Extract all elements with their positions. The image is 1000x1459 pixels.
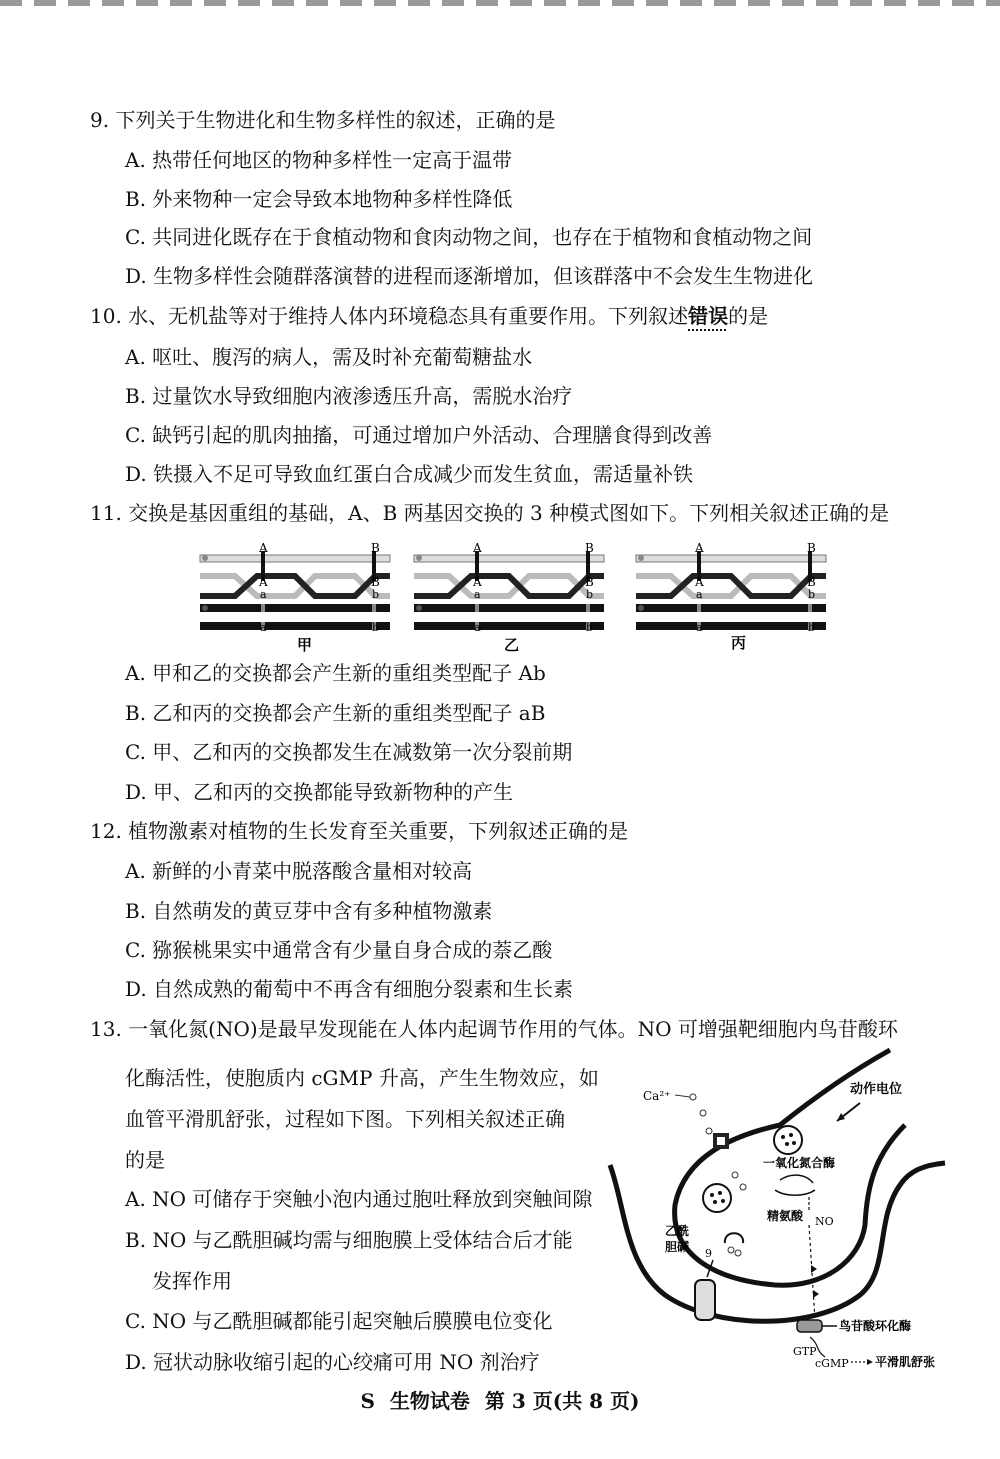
q13-stem-line3: 血管平滑肌舒张，过程如下图。下列相关叙述正确 xyxy=(125,1107,565,1131)
footer-title: 生物试卷 xyxy=(389,1389,470,1413)
q9-stem: 9. 下列关于生物进化和生物多样性的叙述，正确的是 xyxy=(90,108,556,132)
acetylcholine-receptor xyxy=(695,1280,715,1320)
page-footer xyxy=(0,1385,1000,1414)
label-a-upper: A xyxy=(695,541,704,555)
label-gtp: GTP xyxy=(793,1345,817,1358)
q10-option-b: B. 过量饮水导致细胞内液渗透压升高，需脱水治疗 xyxy=(125,384,573,408)
label-b-lower: b xyxy=(808,588,816,601)
label-b-upper: B xyxy=(807,541,816,555)
arrow-icon xyxy=(867,1359,873,1365)
q11-option-b: B. 乙和丙的交换都会产生新的重组类型配子 aB xyxy=(125,701,546,725)
label-action-potential: 动作电位 xyxy=(850,1082,903,1097)
q10-stem-pre: 10. 水、无机盐等对于维持人体内环境稳态具有重要作用。下列叙述 xyxy=(90,304,689,328)
q10-stem-post: 的是 xyxy=(728,304,769,328)
label-acetyl: 乙酰 xyxy=(665,1224,690,1238)
q11-option-d: D. 甲、乙和丙的交换都能导致新物种的产生 xyxy=(125,780,514,804)
q10-stem xyxy=(90,300,768,329)
q9-option-b: B. 外来物种一定会导致本地物种多样性降低 xyxy=(125,187,513,211)
guanylate-cyclase xyxy=(797,1320,822,1332)
label-guanylate-cyclase: 鸟苷酸环化酶 xyxy=(839,1319,912,1333)
q10-option-c: C. 缺钙引起的肌肉抽搐，可通过增加户外活动、合理膳食得到改善 xyxy=(125,423,713,447)
label-a-lower: a xyxy=(474,621,481,634)
q13-stem-line4: 的是 xyxy=(125,1148,165,1172)
label-cgmp: cGMP xyxy=(815,1357,849,1370)
label-smooth-muscle-relax: 平滑肌舒张 xyxy=(875,1355,936,1369)
scan-top-edge xyxy=(0,0,1000,6)
synaptic-vesicle xyxy=(703,1184,731,1212)
label-a-upper: A xyxy=(695,575,704,589)
panel-jia xyxy=(200,541,390,654)
panel-label-yi: 乙 xyxy=(504,636,520,654)
q13-option-b: B. NO 与乙酰胆碱均需与细胞膜上受体结合后才能 xyxy=(125,1228,573,1252)
panel-bing xyxy=(636,541,826,652)
synaptic-vesicle xyxy=(774,1126,802,1154)
q9-option-d: D. 生物多样性会随群落演替的进程而逐渐增加，但该群落中不会发生生物进化 xyxy=(125,264,814,288)
q13-stem-line1: 13. 一氧化氮(NO)是最早发现能在人体内起调节作用的气体。NO 可增强靶细胞内鸟苷酸环 xyxy=(90,1017,898,1041)
footer-series: S xyxy=(360,1389,375,1413)
crossover-diagram xyxy=(195,538,845,656)
q13-option-d: D. 冠状动脉收缩引起的心绞痛可用 NO 剂治疗 xyxy=(125,1350,540,1374)
footer-page-number: 第 3 页(共 8 页) xyxy=(484,1389,640,1413)
q9-option-c: C. 共同进化既存在于食植动物和食肉动物之间，也存在于植物和食植动物之间 xyxy=(125,225,813,249)
q13-option-a: A. NO 可储存于突触小泡内通过胞吐释放到突触间隙 xyxy=(125,1187,593,1211)
label-b-upper: B xyxy=(807,575,816,589)
label-b-upper: B xyxy=(371,575,380,589)
label-a-lower: a xyxy=(696,588,703,601)
q11-stem: 11. 交换是基因重组的基础，A、B 两基因交换的 3 种模式图如下。下列相关叙述正确的是 xyxy=(90,501,890,525)
label-a-lower: a xyxy=(260,588,267,601)
q11-option-c: C. 甲、乙和丙的交换都发生在减数第一次分裂前期 xyxy=(125,740,573,764)
q12-option-a: A. 新鲜的小青菜中脱落酸含量相对较高 xyxy=(125,859,473,883)
q13-option-b-cont: 发挥作用 xyxy=(152,1269,232,1293)
label-a-upper: A xyxy=(473,575,482,589)
panel-yi xyxy=(414,541,604,654)
q12-option-c: C. 猕猴桃果实中通常含有少量自身合成的萘乙酸 xyxy=(125,938,553,962)
label-b-lower: b xyxy=(372,588,380,601)
label-b-upper: B xyxy=(371,541,380,555)
q12-stem: 12. 植物激素对植物的生长发育至关重要，下列叙述正确的是 xyxy=(90,819,629,843)
synapse-diagram xyxy=(605,1045,950,1375)
label-nos: 一氧化氮合酶 xyxy=(763,1156,836,1170)
label-choline: 胆碱 xyxy=(665,1240,690,1254)
label-b-lower: b xyxy=(808,621,816,634)
q13-stem-line2: 化酶活性，使胞质内 cGMP 升高，产生生物效应，如 xyxy=(125,1066,599,1090)
label-arginine: 精氨酸 xyxy=(767,1209,804,1223)
label-b-upper: B xyxy=(585,575,594,589)
q13-option-c: C. NO 与乙酰胆碱都能引起突触后膜膜电位变化 xyxy=(125,1309,553,1333)
q12-option-b: B. 自然萌发的黄豆芽中含有多种植物激素 xyxy=(125,899,493,923)
label-b-lower: b xyxy=(586,621,594,634)
q12-option-d: D. 自然成熟的葡萄中不再含有细胞分裂素和生长素 xyxy=(125,977,574,1001)
label-b-lower: b xyxy=(586,588,594,601)
postsynaptic-membrane xyxy=(610,1163,945,1321)
label-a-lower: a xyxy=(260,621,267,634)
label-a-lower: a xyxy=(696,621,703,634)
q9-option-a: A. 热带任何地区的物种多样性一定高于温带 xyxy=(125,148,513,172)
label-b-lower: b xyxy=(372,621,380,634)
label-a-lower: a xyxy=(474,588,481,601)
q10-option-d: D. 铁摄入不足可导致血红蛋白合成减少而发生贫血，需适量补铁 xyxy=(125,462,694,486)
label-a-upper: A xyxy=(259,541,268,555)
label-calcium: Ca²⁺ xyxy=(643,1089,671,1103)
panel-label-bing: 丙 xyxy=(731,634,747,652)
panel-label-jia: 甲 xyxy=(297,636,313,654)
label-a-upper: A xyxy=(473,541,482,555)
q10-option-a: A. 呕吐、腹泻的病人，需及时补充葡萄糖盐水 xyxy=(125,345,533,369)
q11-option-a: A. 甲和乙的交换都会产生新的重组类型配子 Ab xyxy=(125,661,546,685)
label-a-upper: A xyxy=(259,575,268,589)
ach-molecule: 9 xyxy=(705,1247,712,1260)
label-no: NO xyxy=(815,1215,834,1228)
q10-stem-emphasis: 错误 xyxy=(688,304,729,328)
label-b-upper: B xyxy=(585,541,594,555)
arrow-icon xyxy=(837,1113,845,1121)
